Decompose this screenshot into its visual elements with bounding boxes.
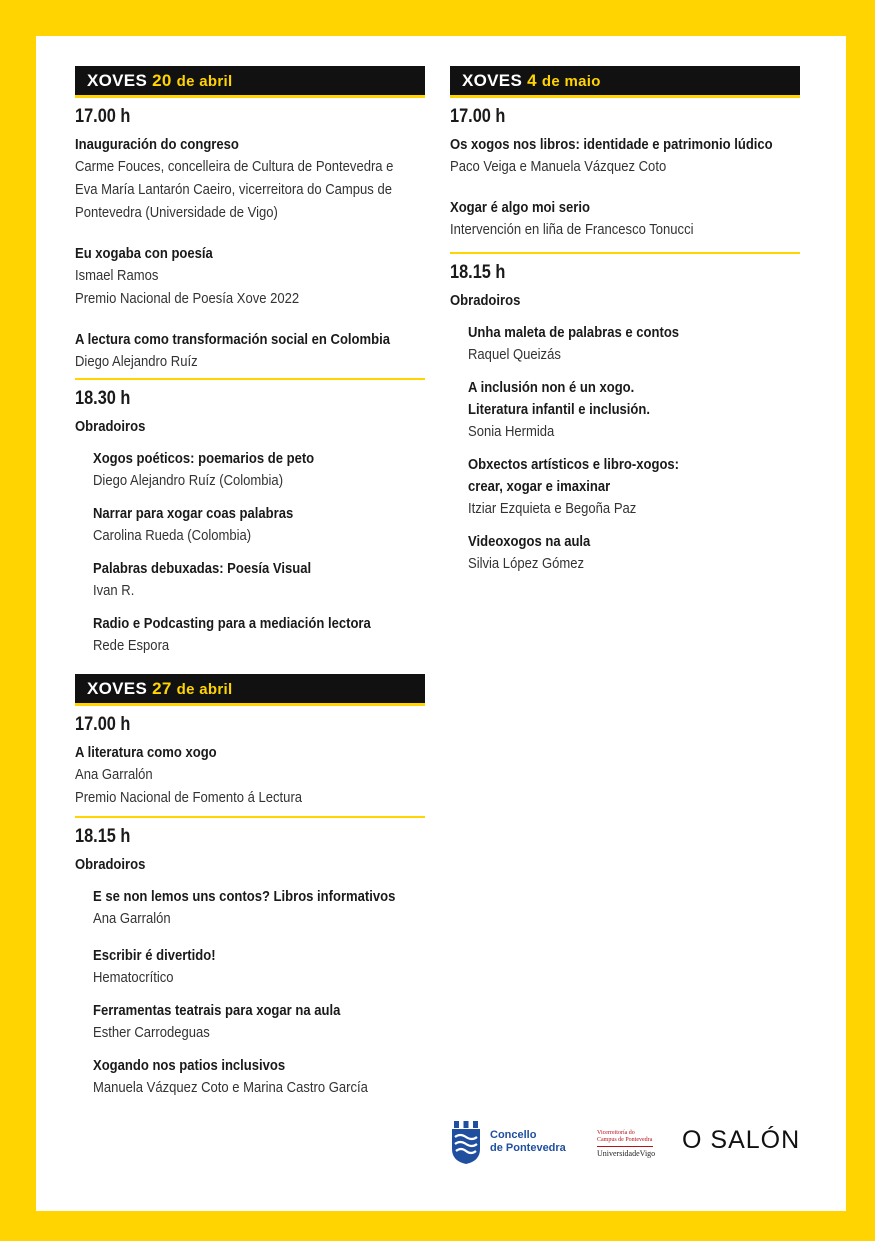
workshops-label: Obradoiros: [75, 419, 146, 435]
day-header-27-abril: [75, 674, 425, 706]
day-month: de abril: [176, 681, 233, 698]
workshops-label: Obradoiros: [75, 857, 146, 873]
day-weekday: XOVES: [87, 71, 148, 90]
item-desc: Diego Alejandro Ruíz (Colombia): [93, 473, 284, 489]
workshops-label: Obradoiros: [450, 293, 521, 309]
item-title: E se non lemos uns contos? Libros informativos: [93, 889, 396, 905]
day-weekday: XOVES: [87, 679, 148, 698]
workshop-item: [93, 1055, 425, 1100]
vicerreitoria-logo: [597, 1130, 667, 1158]
day-header-20-abril: [75, 66, 425, 98]
session-time: 18.30 h: [75, 388, 131, 409]
item-desc: Ana Garralón: [75, 767, 153, 783]
workshop-list: [75, 448, 425, 658]
day-weekday: XOVES: [462, 71, 523, 90]
item-desc: Premio Nacional de Fomento á Lectura: [75, 790, 303, 806]
session-17-00: [450, 106, 800, 242]
program-item: [450, 134, 800, 179]
item-title: Unha maleta de palabras e contos: [468, 325, 680, 341]
program-item: [75, 742, 425, 810]
workshop-item: [93, 613, 425, 658]
item-title: Videoxogos na aula: [468, 534, 591, 550]
vic-line2: Campus de Pontevedra: [597, 1137, 653, 1143]
session-18-15: [75, 816, 425, 1100]
vic-divider: [597, 1146, 653, 1147]
item-title: Escribir é divertido!: [93, 948, 216, 964]
item-title: crear, xogar e imaxinar: [468, 479, 611, 495]
item-desc: Pontevedra (Universidade de Vigo): [75, 205, 278, 221]
item-title: A lectura como transformación social en Colombia: [75, 332, 390, 348]
item-title: Literatura infantil e inclusión.: [468, 402, 651, 418]
right-column: [450, 66, 800, 586]
day-month: de maio: [541, 73, 601, 90]
item-desc: Intervención en liña de Francesco Tonucci: [450, 222, 694, 238]
day-number: 4: [527, 71, 537, 90]
item-desc: Eva María Lantarón Caeiro, vicerreitora do Campus de: [75, 182, 392, 198]
workshop-item: [93, 448, 425, 493]
day-number: 20: [152, 71, 172, 90]
program-item: [450, 197, 800, 242]
vic-line1: Vicerreitoría do: [597, 1130, 635, 1136]
program-item: [75, 134, 425, 225]
item-desc: Diego Alejandro Ruíz: [75, 354, 198, 370]
item-title: A inclusión non é un xogo.: [468, 380, 635, 396]
day-header-4-maio: [450, 66, 800, 98]
item-title: Obxectos artísticos e libro-xogos:: [468, 457, 680, 473]
left-column: [75, 66, 425, 1110]
program-item: [75, 243, 425, 311]
item-desc: Silvia López Gómez: [468, 556, 585, 572]
item-desc: Carme Fouces, concelleira de Cultura de Pontevedra e: [75, 159, 394, 175]
concello-line1: Concello: [490, 1129, 537, 1141]
day-number: 27: [152, 679, 172, 698]
item-desc: Itziar Ezquieta e Begoña Paz: [468, 501, 637, 517]
program-item: [75, 329, 425, 374]
item-title: Radio e Podcasting para a mediación lectora: [93, 616, 371, 632]
item-desc: Paco Veiga e Manuela Vázquez Coto: [450, 159, 667, 175]
concello-logo: [450, 1116, 590, 1168]
item-title: Eu xogaba con poesía: [75, 246, 213, 262]
session-18-15: [450, 252, 800, 576]
concello-shield-icon: [450, 1119, 482, 1165]
item-title: Os xogos nos libros: identidade e patrimonio lúdico: [450, 137, 773, 153]
session-time: 17.00 h: [75, 106, 131, 127]
session-18-30: [75, 378, 425, 658]
workshop-item: [93, 945, 425, 990]
workshop-item: [468, 377, 800, 444]
item-title: Xogando nos patios inclusivos: [93, 1058, 286, 1074]
left-accent-bar: [0, 36, 36, 431]
workshop-item: [93, 503, 425, 548]
item-desc: Sonia Hermida: [468, 424, 555, 440]
concello-line2: de Pontevedra: [490, 1142, 566, 1154]
item-title: Xogos poéticos: poemarios de peto: [93, 451, 315, 467]
vic-university: UniversidadeVigo: [597, 1149, 656, 1158]
sponsor-logos: [450, 1116, 810, 1168]
workshop-item: [93, 1000, 425, 1045]
session-time: 17.00 h: [75, 714, 131, 735]
workshop-item: [468, 531, 800, 576]
day-month: de abril: [176, 73, 233, 90]
item-desc: Ivan R.: [93, 583, 135, 599]
item-desc: Hematocrítico: [93, 970, 174, 986]
item-title: Palabras debuxadas: Poesía Visual: [93, 561, 312, 577]
item-desc: Ismael Ramos: [75, 268, 159, 284]
item-desc: Carolina Rueda (Colombia): [93, 528, 252, 544]
workshop-item: [468, 454, 800, 521]
workshop-item: [93, 886, 425, 931]
item-title: A literatura como xogo: [75, 745, 217, 761]
item-title: Narrar para xogar coas palabras: [93, 506, 294, 522]
workshop-item: [468, 322, 800, 367]
session-time: 18.15 h: [75, 826, 131, 847]
item-desc: Raquel Queizás: [468, 347, 561, 363]
workshop-list: [75, 886, 425, 1100]
session-time: 18.15 h: [450, 262, 506, 283]
item-desc: Manuela Vázquez Coto e Marina Castro García: [93, 1080, 368, 1096]
item-desc: Rede Espora: [93, 638, 170, 654]
item-desc: Ana Garralón: [93, 911, 171, 927]
session-17-00: [75, 106, 425, 374]
item-desc: Esther Carrodeguas: [93, 1025, 210, 1041]
item-title: Ferramentas teatrais para xogar na aula: [93, 1003, 341, 1019]
o-salon-logo: O SALÓN: [682, 1126, 801, 1154]
item-title: Inauguración do congreso: [75, 137, 239, 153]
session-time: 17.00 h: [450, 106, 506, 127]
item-title: Xogar é algo moi serio: [450, 200, 590, 216]
item-desc: Premio Nacional de Poesía Xove 2022: [75, 291, 300, 307]
workshop-item: [93, 558, 425, 603]
session-17-00: [75, 714, 425, 810]
concello-text: [490, 1129, 566, 1155]
workshop-list: [450, 322, 800, 576]
